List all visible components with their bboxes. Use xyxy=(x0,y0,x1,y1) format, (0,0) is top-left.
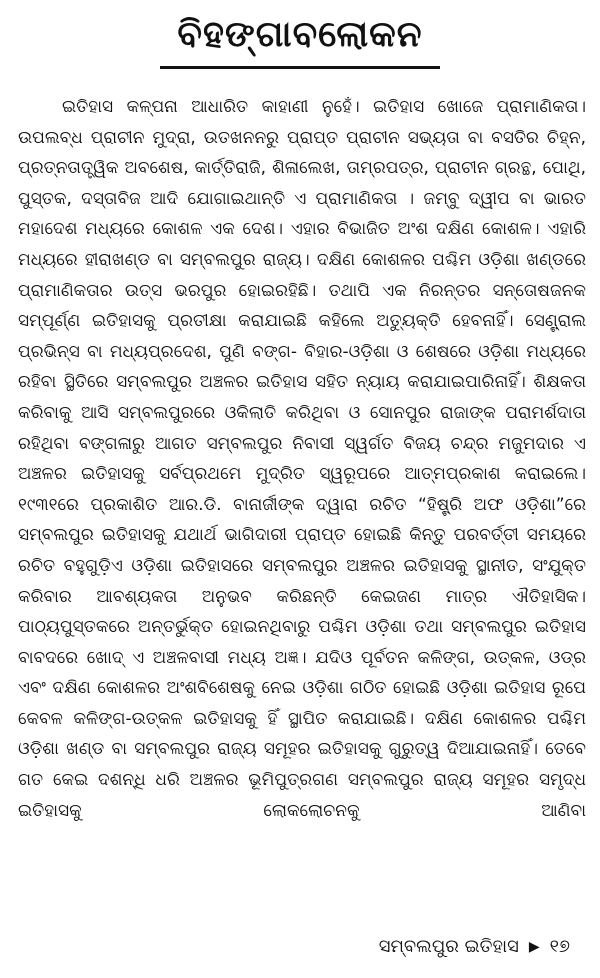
footer-book-title: ସମ୍ବଲପୁର ଇତିହାସ xyxy=(378,936,519,957)
page-title: ବିହଙ୍ଗାବଲୋକନ xyxy=(177,14,423,55)
body-text xyxy=(18,92,586,826)
paragraph: ଇତିହାସ କଳ୍ପନା ଆଧାରିତ କାହାଣୀ ନୁହେଁ। ଇତିହାସ ଖୋଜେ ପ୍ରାମାଣିକତା। ଉପଲବ୍ଧ ପ୍ରାଚୀନ ମୁଦ୍ରା, ଉତଖନନରୁ ପ୍ରାପ୍ତ ପ୍ରାଚୀନ ସଭ୍ୟତା ବା ବସତିର ଚିହ୍ନ, ପ୍ରତ୍ନତାତ୍ତ୍ୱିକ ଅବଶେଷ, କାର୍ତ୍ତିରାଜି, ଶିଳାଲେଖ, ତାମ୍ରପତ୍ର, ପ୍ରାଚୀନ ଗ୍ରନ୍ଥ, ପୋଥି, ପୁସ୍ତକ, ଦସ୍ତାବିଜ ଆଦି ଯୋଗାଇଥାନ୍ତି ଏ ପ୍ରାମାଣିକତା । ଜମ୍ବୁ ଦ୍ୱୀପ ବା ଭାରତ ମହାଦେଶ ମଧ୍ୟରେ କୋଶଳ ଏକ ଦେଶ। ଏହାର ବିଭାଜିତ ଅଂଶ ଦକ୍ଷିଣ କୋଶଳ। ଏହାରି ମଧ୍ୟରେ ହୀରାଖଣ୍ଡ ବା ସମ୍ବଲପୁର ରାଜ୍ୟ। ଦକ୍ଷିଣ କୋଶଳର ପଶ୍ଚିମ ଓଡ଼ିଶା ଖଣ୍ଡରେ ପ୍ରାମାଣିକତାର ଉତ୍ସ ଭରପୁର ହୋଇରହିଛି। ତଥାପି ଏକ ନିରନ୍ତର ସନ୍ତୋଷଜନକ ସମ୍ପୂର୍ଣ୍ଣ ଇତିହାସକୁ ପ୍ରତୀକ୍ଷା କରାଯାଇଛି କହିଲେ ଅତ୍ୟୁକ୍ତି ହେବନାହିଁ। ସେଣ୍ଟ୍ରାଲ ପ୍ରଭିନ୍ସ ବା ମଧ୍ୟପ୍ରଦେଶ, ପୁଣି ବଙ୍ଗ- ବିହାର-ଓଡ଼ିଶା ଓ ଶେଷରେ ଓଡ଼ିଶା ମଧ୍ୟରେ ରହିବା ସ୍ଥିତିରେ ସମ୍ବଲପୁର ଅଞ୍ଚଳର ଇତିହାସ ସହିତ ନ୍ୟାୟ କରାଯାଇପାରିନାହିଁ। ଶିକ୍ଷକତା କରିବାକୁ ଆସି ସମ୍ବଲପୁରରେ ଓକିଲାତି କରିଥିବା ଓ ସୋନପୁର ରାଜାଙ୍କ ପରାମର୍ଶଦାତା ରହିଥିବା ବଙ୍ଗଳାରୁ ଆଗତ ସମ୍ବଲପୁର ନିବାସୀ ସ୍ୱର୍ଗତ ବିଜୟ ଚନ୍ଦ୍ର ମଜୁମଦାର ଏ ଅଞ୍ଚଳର ଇତିହାସକୁ ସର୍ବପ୍ରଥମେ ମୁଦ୍ରିତ ସ୍ୱରୂପରେ ଆତ୍ମପ୍ରକାଶ କରାଇଲେ। ୧୯୩୧ରେ ପ୍ରକାଶିତ ଆର.ଡି. ବାନାର୍ଜୀଙ୍କ ଦ୍ୱାରା ରଚିତ “ହିଷ୍ଟ୍ରି ଅଫ ଓଡ଼ିଶା”ରେ ସମ୍ବଲପୁର ଇତିହାସକୁ ଯଥାର୍ଥ ଭାଗିଦାରୀ ପ୍ରାପ୍ତ ହୋଇଛି କିନ୍ତୁ ପରବର୍ତ୍ତୀ ସମୟରେ ରଚିତ ବହୁଗୁଡ଼ିଏ ଓଡ଼ିଶା ଇତିହାସରେ ସମ୍ବଲପୁର ଅଞ୍ଚଳର ଇତିହାସକୁ ସ୍ଥାନୀତ, ସଂଯୁକ୍ତ କରିବାର ଆବଶ୍ୟକତା ଅନୁଭବ କରିଛନ୍ତି କେଇଜଣ ମାତ୍ର ଐତିହାସିକ। ପାଠ୍ୟପୁସ୍ତକରେ ଅନ୍ତର୍ଭୁକ୍ତ ହୋଇନଥିବାରୁ ପଶ୍ଚିମ ଓଡ଼ିଶା ତଥା ସମ୍ବଲପୁର ଇତିହାସ ବାବଦରେ ଖୋଦ୍ ଏ ଅଞ୍ଚଳବାସୀ ମଧ୍ୟ ଅଜ୍ଞ। ଯଦିଓ ପୂର୍ବତନ କଳିଙ୍ଗ, ଉତ୍କଳ, ଓଡ୍ର ଏବଂ ଦକ୍ଷିଣ କୋଶଳର ଅଂଶବିଶେଷକୁ ନେଇ ଓଡ଼ିଶା ଗଠିତ ହୋଇଛି ଓଡ଼ିଶା ଇତିହାସ ରୂପେ କେବଳ କଳିଙ୍ଗ-ଉତ୍କଳ ଇତିହାସକୁ ହିଁ ସ୍ଥାପିତ କରାଯାଇଛି। ଦକ୍ଷିଣ କୋଶଳର ପଶ୍ଚିମ ଓଡ଼ିଶା ଖଣ୍ଡ ବା ସମ୍ବଲପୁର ରାଜ୍ୟ ସମୂହର ଇତିହାସକୁ ଗୁରୁତ୍ୱ ଦିଆଯାଇନାହିଁ। ତେବେ ଗତ କେଇ ଦଶନ୍ଧି ଧରି ଅଞ୍ଚଳର ଭୂମିପୁତ୍ରଗଣ ସମ୍ବଲପୁର ରାଜ୍ୟ ସମୂହର ସମୃଦ୍ଧ ଇତିହାସକୁ ଲୋକଲୋଚନକୁ ଆଣିବା xyxy=(18,97,586,821)
page-footer xyxy=(379,936,570,957)
triangle-right-icon: ▶ xyxy=(528,938,540,955)
page-number: ୧୭ xyxy=(549,936,570,957)
title-underline xyxy=(160,66,440,69)
